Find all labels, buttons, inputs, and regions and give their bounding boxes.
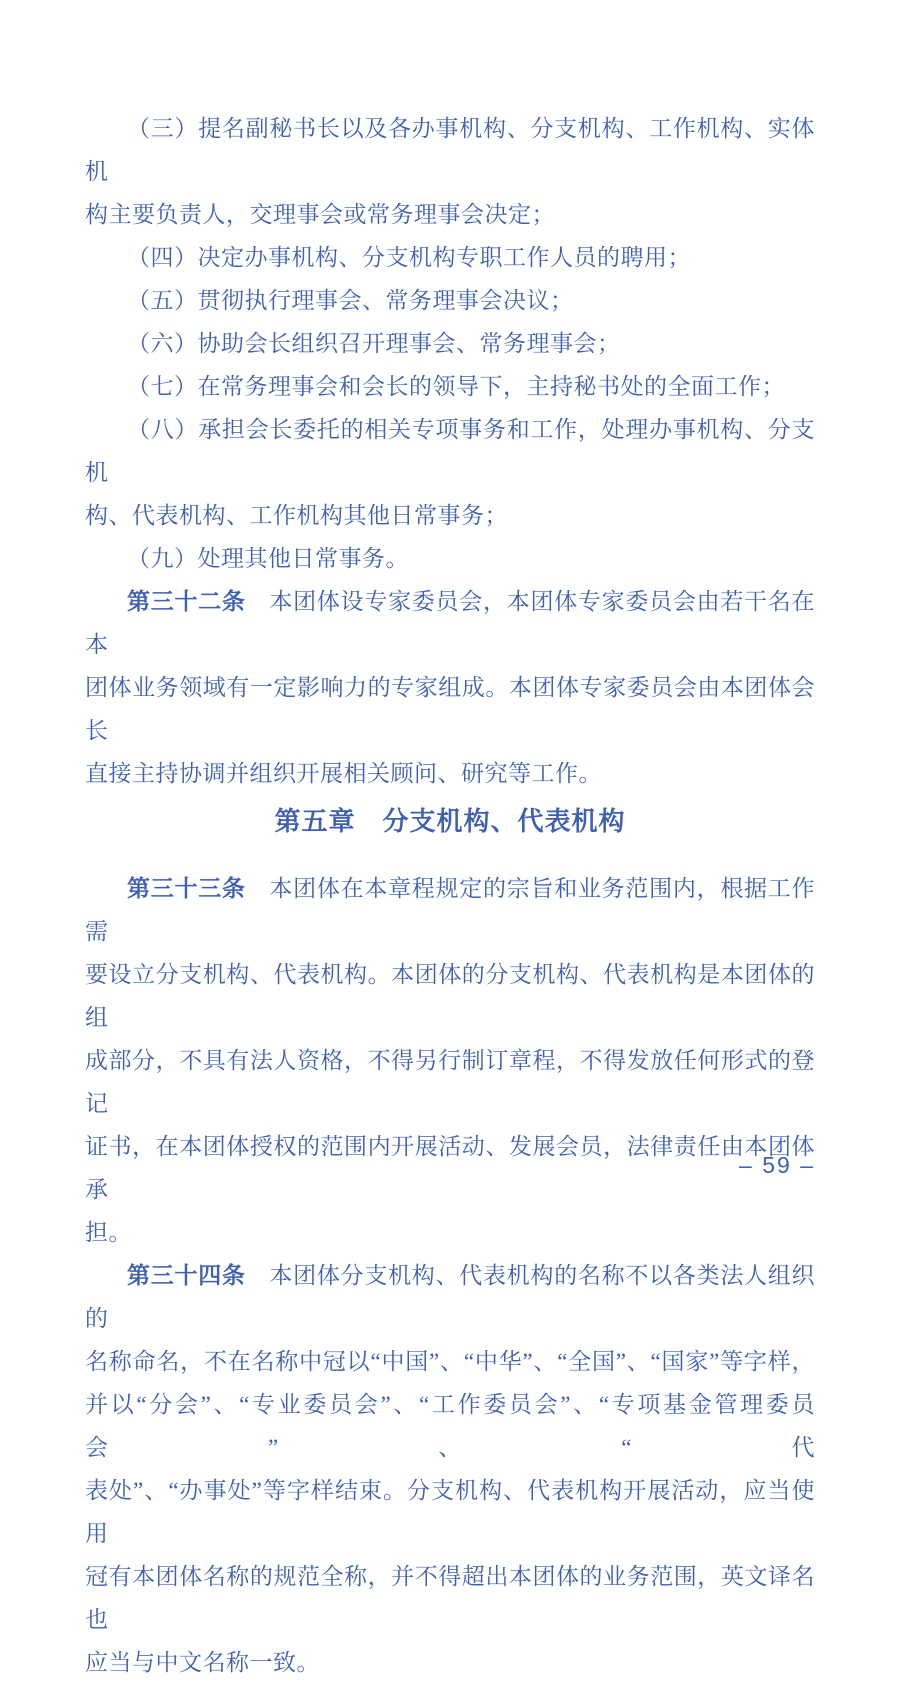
text-line [85, 193, 815, 236]
article-number: 第三十三条 [127, 876, 246, 901]
text-segment: 本团体设专家委员会，本团体专家委员会由若干名在本 [85, 589, 816, 657]
text-line [85, 408, 815, 494]
text-segment: 构、代表机构、工作机构其他日常事务； [85, 503, 508, 528]
text-segment: 表处”、“办事处”等字样结束。分支机构、代表机构开展活动，应当使用 [85, 1478, 815, 1546]
text-line [85, 107, 815, 193]
text-segment: 要设立分支机构、代表机构。本团体的分支机构、代表机构是本团体的组 [85, 962, 815, 1030]
text-line [85, 1211, 815, 1254]
chapter-heading-label: 第五章 分支机构、代表机构 [274, 806, 626, 836]
text-segment: （六）协助会长组织召开理事会、常务理事会； [127, 331, 621, 356]
text-segment: （三）提名副秘书长以及各办事机构、分支机构、工作机构、实体机 [85, 116, 815, 184]
text-line [85, 752, 815, 795]
text-segment: 本团体分支机构、代表机构的名称不以各类法人组织的 [85, 1263, 816, 1331]
article-number: 第三十二条 [127, 589, 246, 614]
text-segment: （八）承担会长委托的相关专项事务和工作，处理办事机构、分支机 [85, 417, 815, 485]
text-line [85, 1641, 815, 1684]
text-line [85, 1039, 815, 1125]
text-line [85, 1254, 815, 1340]
text-line [85, 1383, 815, 1469]
text-segment: 冠有本团体名称的规范全称，并不得超出本团体的业务范围，英文译名也 [85, 1564, 815, 1632]
text-line [85, 1125, 815, 1211]
text-line [85, 1555, 815, 1641]
text-segment: 证书，在本团体授权的范围内开展活动、发展会员，法律责任由本团体承 [85, 1134, 815, 1202]
text-line [85, 867, 815, 953]
page-number: – 59 – [739, 1152, 815, 1178]
text-segment: （七）在常务理事会和会长的领导下，主持秘书处的全面工作； [127, 374, 785, 399]
text-line [85, 666, 815, 752]
text-segment: 并以“分会”、“专业委员会”、“工作委员会”、“专项基金管理委员会”、“代 [85, 1392, 815, 1460]
document-body [85, 107, 815, 1684]
text-line [85, 953, 815, 1039]
text-line [85, 236, 815, 279]
text-segment: 应当与中文名称一致。 [85, 1650, 320, 1675]
text-segment: 构主要负责人，交理事会或常务理事会决定； [85, 202, 555, 227]
text-segment: （九）处理其他日常事务。 [127, 546, 409, 571]
text-line [85, 537, 815, 580]
text-segment: 直接主持协调并组织开展相关顾问、研究等工作。 [85, 761, 602, 786]
text-segment: 团体业务领域有一定影响力的专家组成。本团体专家委员会由本团体会长 [85, 675, 815, 743]
text-line [85, 580, 815, 666]
text-segment: 成部分，不具有法人资格，不得另行制订章程，不得发放任何形式的登记 [85, 1048, 815, 1116]
chapter-heading [85, 798, 815, 844]
text-segment: 名称命名，不在名称中冠以“中国”、“中华”、“全国”、“国家”等字样， [85, 1349, 815, 1374]
text-line [85, 494, 815, 537]
text-line [85, 1340, 815, 1383]
text-line [85, 1469, 815, 1555]
text-segment: 本团体在本章程规定的宗旨和业务范围内，根据工作需 [85, 876, 816, 944]
text-line [85, 279, 815, 322]
text-segment: （四）决定办事机构、分支机构专职工作人员的聘用； [127, 245, 691, 270]
text-segment: （五）贯彻执行理事会、常务理事会决议； [127, 288, 574, 313]
text-line [85, 365, 815, 408]
text-segment: 担。 [85, 1220, 132, 1245]
text-line [85, 322, 815, 365]
article-number: 第三十四条 [127, 1263, 246, 1288]
